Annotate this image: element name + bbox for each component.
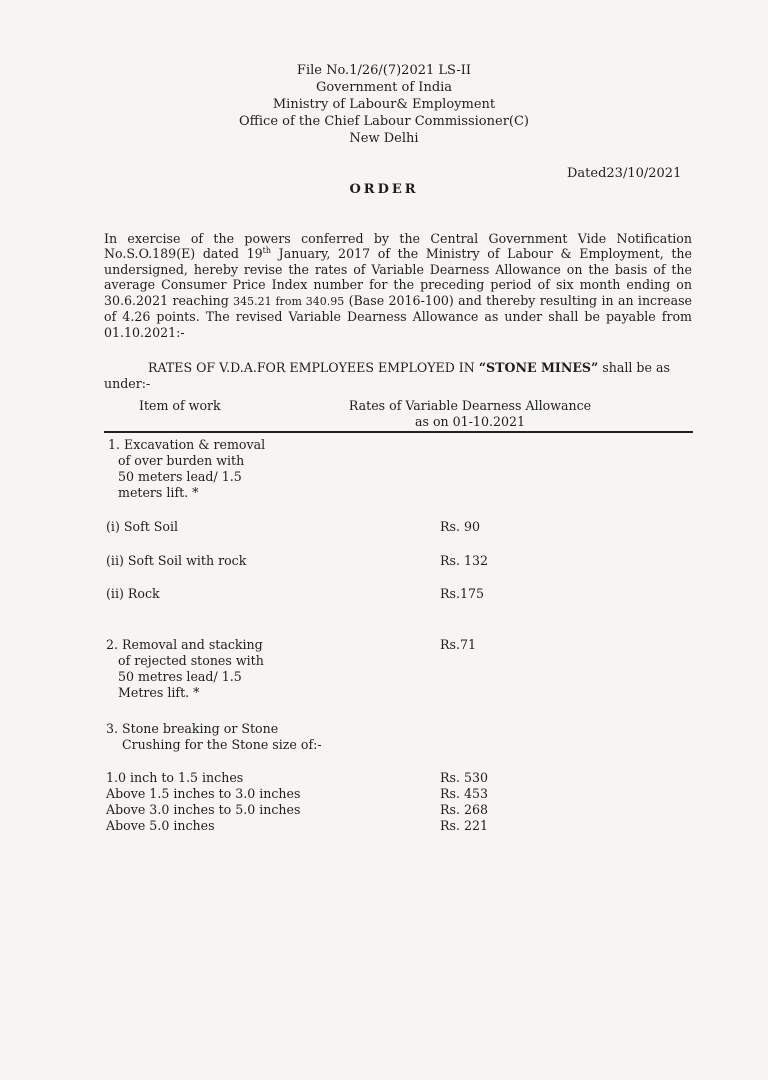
rates-intro: [104, 360, 692, 392]
office-line: Office of the Chief Labour Commissioner(C): [239, 114, 529, 129]
header-rule: [104, 431, 693, 433]
size-label: Above 5.0 inches: [106, 818, 215, 833]
ministry-line: Ministry of Labour& Employment: [272, 97, 496, 112]
letterhead: [0, 62, 768, 147]
order-title: ORDER: [349, 182, 419, 197]
size-label: Above 1.5 inches to 3.0 inches: [106, 786, 301, 801]
size-rate: Rs. 268: [440, 802, 488, 817]
item-2-line: 2. Removal and stacking: [106, 637, 263, 652]
city-line: New Delhi: [349, 131, 419, 146]
rates-intro-prefix: RATES OF V.D.A.FOR EMPLOYEES EMPLOYED IN: [148, 359, 479, 375]
item-1-line: 1. Excavation & removal: [108, 437, 266, 452]
item-3-line: Crushing for the Stone size of:-: [122, 737, 322, 752]
item-2-line: 50 metres lead/ 1.5: [118, 669, 242, 684]
order-paragraph: [104, 231, 692, 341]
paragraph-part-3: (Base 2016-100) and thereby resulting in an increase of 4.26 points. The revised Variable Dearness Allowance as under shall be payable from 01.10.2021:-: [104, 292, 693, 340]
item-3-line: 3. Stone breaking or Stone: [106, 721, 279, 736]
government-line: Government of India: [315, 80, 453, 95]
paragraph-part-1: In exercise of the powers conferred by the Central Government Vide Notification No.S.O.189(E) dated 19: [104, 230, 692, 262]
rate-rock: Rs.175: [440, 586, 484, 601]
sub-item-rock: (ii) Rock: [106, 586, 160, 601]
column-header-item: Item of work: [139, 398, 221, 413]
size-label: Above 3.0 inches to 5.0 inches: [106, 802, 301, 817]
file-number: File No.1/26/(7)2021 LS-II: [296, 63, 472, 78]
size-label: 1.0 inch to 1.5 inches: [106, 770, 244, 785]
item-1-line: 50 meters lead/ 1.5: [118, 469, 242, 484]
item-2-line: Metres lift. *: [118, 685, 200, 700]
rate-header-line-1: Rates of Variable Dearness Allowance: [348, 398, 592, 413]
item-2-line: of rejected stones with: [118, 653, 264, 668]
column-header-rate: [320, 398, 620, 430]
rates-intro-suffix: shall be as under:-: [104, 359, 670, 391]
item-1-line: meters lift. *: [118, 485, 199, 500]
rate-soil-with-rock: Rs. 132: [440, 553, 488, 568]
item-1: [108, 437, 265, 501]
rate-header-line-2: as on 01-10.2021: [414, 414, 526, 429]
size-rows: [106, 770, 300, 834]
rate-removal-stacking: Rs.71: [440, 637, 476, 652]
stone-mines-label: “STONE MINES”: [478, 359, 599, 375]
sub-item-soft-soil: (i) Soft Soil: [106, 519, 179, 534]
rate-soft-soil: Rs. 90: [440, 519, 480, 534]
size-rate: Rs. 221: [440, 818, 488, 833]
cpi-values: 345.21 from 340.95: [233, 294, 345, 308]
item-1-line: of over burden with: [118, 453, 245, 468]
superscript-th: th: [262, 245, 272, 255]
paragraph-part-2: January, 2017 of the Ministry of Labour & Employment, the undersigned, hereby revise the rates of Variable Dearness Allowance on the basis of the average Consumer Price Index number for the preceding period of six month ending on 30.6.2021 reaching: [104, 246, 692, 308]
size-rate: Rs. 453: [440, 786, 488, 801]
item-2: [106, 637, 264, 701]
item-3: [106, 721, 322, 753]
size-rates: [440, 770, 488, 834]
date-line: Dated23/10/2021: [567, 166, 682, 181]
size-rate: Rs. 530: [440, 770, 488, 785]
sub-item-soil-with-rock: (ii) Soft Soil with rock: [106, 553, 247, 568]
